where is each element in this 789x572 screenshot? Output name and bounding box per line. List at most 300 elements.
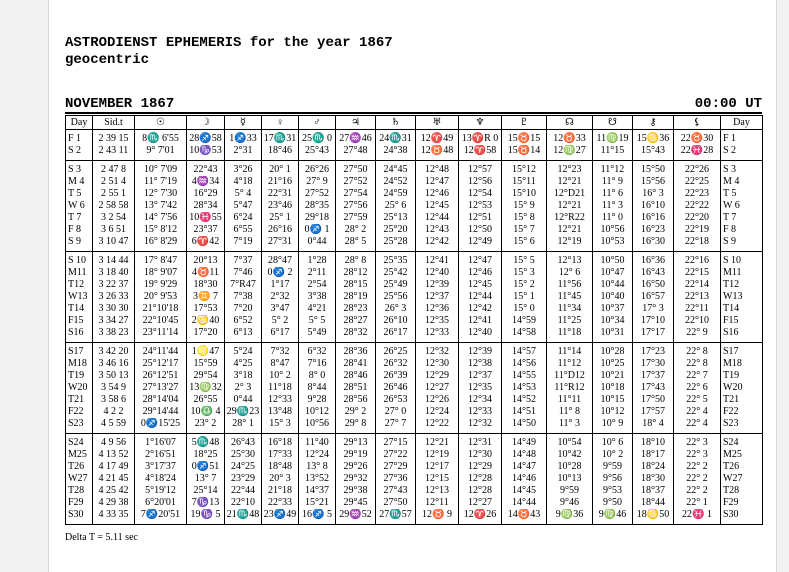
table-cell: 9°56 xyxy=(593,473,633,485)
table-cell: 12°40 xyxy=(416,267,459,279)
table-cell: 23°37 xyxy=(187,224,225,236)
table-row xyxy=(66,252,763,268)
table-cell: 26°25 xyxy=(376,343,416,359)
table-cell: 6♈42 xyxy=(187,236,225,252)
table-cell: 15° 2 xyxy=(502,279,547,291)
table-cell: 22°19 xyxy=(674,224,721,236)
table-cell: 4 33 35 xyxy=(93,509,135,525)
table-cell: 15°11 xyxy=(502,176,547,188)
day-cell-right: S 3 xyxy=(721,161,763,177)
table-cell: 21°18 xyxy=(262,485,299,497)
table-cell: 21♏48 xyxy=(225,509,262,525)
table-cell: 12°35 xyxy=(459,382,502,394)
table-cell: 17°20 xyxy=(187,327,225,343)
table-cell: 25°28 xyxy=(376,236,416,252)
table-cell: 11°15 xyxy=(593,145,633,161)
table-cell: 12°42 xyxy=(416,236,459,252)
table-cell: 17°17 xyxy=(633,327,674,343)
table-cell: 10°31 xyxy=(593,327,633,343)
column-header: ☿ xyxy=(225,116,262,130)
table-cell: 14°49 xyxy=(502,434,547,450)
table-cell: 22° 3 xyxy=(674,449,721,461)
table-cell: 29♒52 xyxy=(336,509,376,525)
table-cell: 19° 9'29 xyxy=(135,279,187,291)
table-cell: 2 47 8 xyxy=(93,161,135,177)
table-cell: 15♉15 xyxy=(502,130,547,146)
table-cell: 7°37 xyxy=(225,252,262,268)
table-cell: 13♈R 0 xyxy=(459,130,502,146)
table-cell: 2♋40 xyxy=(187,315,225,327)
table-cell: 25°49 xyxy=(376,279,416,291)
table-cell: 7°R47 xyxy=(225,279,262,291)
table-cell: 12°13 xyxy=(547,252,593,268)
table-cell: 12°35 xyxy=(416,315,459,327)
table-cell: 22°11 xyxy=(674,303,721,315)
table-cell: 11°34 xyxy=(547,303,593,315)
table-cell: 18°46 xyxy=(262,145,299,161)
table-cell: 24°59 xyxy=(376,188,416,200)
table-cell: 14°45 xyxy=(502,485,547,497)
table-cell: 12°30 xyxy=(459,449,502,461)
table-cell: 8° 0 xyxy=(299,370,336,382)
day-cell: T14 xyxy=(66,303,93,315)
table-row xyxy=(66,188,763,200)
table-cell: 12°41 xyxy=(459,315,502,327)
table-cell: 29°32 xyxy=(336,473,376,485)
ephemeris-table xyxy=(65,115,763,525)
day-cell-right: W27 xyxy=(721,473,763,485)
table-cell: 12°22 xyxy=(416,418,459,434)
table-cell: 3°26 xyxy=(225,161,262,177)
table-cell: 28♐58 xyxy=(187,130,225,146)
table-cell: 16°57 xyxy=(633,291,674,303)
table-cell: 16°23 xyxy=(633,224,674,236)
table-cell: 22° 1 xyxy=(674,497,721,509)
table-cell: 22° 8 xyxy=(674,343,721,359)
table-cell: 27°59 xyxy=(336,212,376,224)
table-cell: 26°26 xyxy=(299,161,336,177)
table-cell: 12°39 xyxy=(459,343,502,359)
table-cell: 16°30 xyxy=(633,236,674,252)
table-cell: 15° 5 xyxy=(502,252,547,268)
table-cell: 10° 6 xyxy=(593,434,633,450)
day-cell-right: T14 xyxy=(721,303,763,315)
table-cell: 23° 2 xyxy=(187,418,225,434)
table-cell: 7°32 xyxy=(262,343,299,359)
day-cell-right: M11 xyxy=(721,267,763,279)
table-cell: 22° 3 xyxy=(674,434,721,450)
day-cell-right: S 10 xyxy=(721,252,763,268)
table-cell: 12°32 xyxy=(416,343,459,359)
time-heading: 00:00 UT xyxy=(694,96,762,112)
table-cell: 27°43 xyxy=(376,485,416,497)
table-cell: 28° 8 xyxy=(336,252,376,268)
month-heading: NOVEMBER 1867 xyxy=(65,96,175,112)
page-title: ASTRODIENST EPHEMERIS for the year 1867 xyxy=(65,35,393,51)
table-cell: 4 21 45 xyxy=(93,473,135,485)
table-cell: 12°15 xyxy=(416,473,459,485)
table-cell: 6°52 xyxy=(225,315,262,327)
table-cell: 10°34 xyxy=(593,315,633,327)
table-cell: 28°19 xyxy=(336,291,376,303)
table-cell: 22°18 xyxy=(674,236,721,252)
table-cell: 8°44 xyxy=(299,382,336,394)
table-cell: 10°56 xyxy=(299,418,336,434)
day-cell: T26 xyxy=(66,461,93,473)
table-row xyxy=(66,145,763,161)
table-cell: 12°32 xyxy=(459,418,502,434)
table-row xyxy=(66,315,763,327)
table-cell: 25°42 xyxy=(376,267,416,279)
table-cell: 17° 3 xyxy=(633,303,674,315)
table-cell: 2 43 11 xyxy=(93,145,135,161)
table-cell: 28°27 xyxy=(336,315,376,327)
table-cell: 9°59 xyxy=(547,485,593,497)
table-row xyxy=(66,358,763,370)
day-cell-right: W13 xyxy=(721,291,763,303)
table-cell: 11°R12 xyxy=(547,382,593,394)
table-cell: 12°46 xyxy=(416,188,459,200)
day-cell: W27 xyxy=(66,473,93,485)
table-cell: 16°18 xyxy=(262,434,299,450)
table-cell: 18°17 xyxy=(633,449,674,461)
table-cell: 9°46 xyxy=(547,497,593,509)
table-cell: 22° 4 xyxy=(674,406,721,418)
table-row xyxy=(66,406,763,418)
table-cell: 11° 8 xyxy=(547,406,593,418)
table-cell: 25°35 xyxy=(376,252,416,268)
table-cell: 12°47 xyxy=(459,252,502,268)
table-cell: 22♉30 xyxy=(674,130,721,146)
table-cell: 4♉11 xyxy=(187,267,225,279)
table-cell: 17°43 xyxy=(633,382,674,394)
column-header: ☉ xyxy=(135,116,187,130)
table-cell: 11°D12 xyxy=(547,370,593,382)
table-cell: 11°18 xyxy=(262,382,299,394)
day-cell-right: T12 xyxy=(721,279,763,291)
table-row xyxy=(66,509,763,525)
day-cell: T 5 xyxy=(66,188,93,200)
table-cell: 26°16 xyxy=(262,224,299,236)
table-cell: 24°25 xyxy=(225,461,262,473)
table-cell: 11°25 xyxy=(547,315,593,327)
table-cell: 29°18 xyxy=(299,212,336,224)
table-cell: 22°10'45 xyxy=(135,315,187,327)
table-cell: 4 17 49 xyxy=(93,461,135,473)
table-cell: 12°54 xyxy=(459,188,502,200)
table-cell: 12°42 xyxy=(459,303,502,315)
column-header: ☊ xyxy=(547,116,593,130)
table-cell: 12°31 xyxy=(459,434,502,450)
table-cell: 27°13'27 xyxy=(135,382,187,394)
table-row xyxy=(66,176,763,188)
table-cell: 16°50 xyxy=(633,279,674,291)
table-row xyxy=(66,303,763,315)
table-cell: 9°28 xyxy=(299,394,336,406)
table-cell: 14°53 xyxy=(502,382,547,394)
table-row xyxy=(66,473,763,485)
table-cell: 10° 9 xyxy=(593,418,633,434)
table-cell: 26°46 xyxy=(376,382,416,394)
table-row xyxy=(66,461,763,473)
table-cell: 12°45 xyxy=(459,279,502,291)
table-row xyxy=(66,485,763,497)
table-cell: 29°14'44 xyxy=(135,406,187,418)
table-row xyxy=(66,161,763,177)
table-cell: 14° 7'56 xyxy=(135,212,187,224)
day-cell-right: S30 xyxy=(721,509,763,525)
table-cell: 22♓28 xyxy=(674,145,721,161)
table-cell: 4°18'24 xyxy=(135,473,187,485)
day-cell: F 8 xyxy=(66,224,93,236)
table-cell: 6°55 xyxy=(225,224,262,236)
day-cell-right: M18 xyxy=(721,358,763,370)
table-cell: 26°39 xyxy=(376,370,416,382)
column-header: ♄ xyxy=(376,116,416,130)
table-cell: 12° 6 xyxy=(547,267,593,279)
table-cell: 12°28 xyxy=(459,473,502,485)
table-cell: 12° 7'30 xyxy=(135,188,187,200)
day-cell-right: T 5 xyxy=(721,188,763,200)
table-cell: 21°10'18 xyxy=(135,303,187,315)
table-cell: 15° 0 xyxy=(502,303,547,315)
table-cell: 28°56 xyxy=(336,394,376,406)
table-cell: 15° 1 xyxy=(502,291,547,303)
table-cell: 12°46 xyxy=(459,267,502,279)
table-cell: 2 58 58 xyxy=(93,200,135,212)
table-cell: 27°56 xyxy=(336,200,376,212)
table-cell: 10°25 xyxy=(593,358,633,370)
table-row xyxy=(66,418,763,434)
table-cell: 26°32 xyxy=(376,358,416,370)
table-cell: 3 18 40 xyxy=(93,267,135,279)
table-row xyxy=(66,394,763,406)
day-cell: T12 xyxy=(66,279,93,291)
table-cell: 22°33 xyxy=(262,497,299,509)
table-cell: 22°10 xyxy=(225,497,262,509)
table-cell: 27° 9 xyxy=(299,176,336,188)
table-cell: 5°24 xyxy=(225,343,262,359)
table-cell: 12°21 xyxy=(416,434,459,450)
table-cell: 23°29 xyxy=(225,473,262,485)
table-cell: 22°14 xyxy=(674,279,721,291)
table-cell: 4 29 38 xyxy=(93,497,135,509)
table-cell: 12°13 xyxy=(416,485,459,497)
column-header: ♃ xyxy=(336,116,376,130)
day-cell: S 9 xyxy=(66,236,93,252)
table-cell: 12°41 xyxy=(416,252,459,268)
table-cell: 14°56 xyxy=(502,358,547,370)
table-cell: 12°53 xyxy=(459,200,502,212)
table-cell: 23♐49 xyxy=(262,509,299,525)
delta-t-note: Delta T = 5.11 sec xyxy=(65,532,138,543)
day-cell: S 3 xyxy=(66,161,93,177)
table-cell: 15° 8 xyxy=(502,212,547,224)
table-cell: 10°28 xyxy=(593,343,633,359)
table-cell: 4 2 2 xyxy=(93,406,135,418)
table-cell: 11°40 xyxy=(299,434,336,450)
day-cell: F 1 xyxy=(66,130,93,146)
table-cell: 10°42 xyxy=(547,449,593,461)
table-cell: 12°34 xyxy=(459,394,502,406)
table-row xyxy=(66,382,763,394)
table-cell: 28°47 xyxy=(262,252,299,268)
table-cell: 14°59 xyxy=(502,315,547,327)
table-cell: 12°21 xyxy=(547,224,593,236)
table-cell: 25° 6 xyxy=(376,200,416,212)
table-cell: 25°20 xyxy=(376,224,416,236)
column-header: ☋ xyxy=(593,116,633,130)
day-cell-right: T21 xyxy=(721,394,763,406)
table-cell: 7°19 xyxy=(225,236,262,252)
table-cell: 29°26 xyxy=(336,461,376,473)
table-cell: 11°45 xyxy=(547,291,593,303)
table-cell: 22°26 xyxy=(674,161,721,177)
table-cell: 10°50 xyxy=(593,252,633,268)
table-cell: 26°43 xyxy=(225,434,262,450)
table-cell: 14°48 xyxy=(502,449,547,461)
table-cell: 14°44 xyxy=(502,497,547,509)
table-cell: 18°24 xyxy=(633,461,674,473)
table-row xyxy=(66,291,763,303)
table-cell: 27° 0 xyxy=(376,406,416,418)
table-cell: 28°12 xyxy=(336,267,376,279)
table-cell: 28°23 xyxy=(336,303,376,315)
table-cell: 28°36 xyxy=(336,343,376,359)
table-cell: 18°30 xyxy=(633,473,674,485)
table-row xyxy=(66,200,763,212)
table-cell: 11°11 xyxy=(547,394,593,406)
table-row xyxy=(66,449,763,461)
table-cell: 2°16'51 xyxy=(135,449,187,461)
table-cell: 26° 3 xyxy=(376,303,416,315)
table-cell: 1♌47 xyxy=(187,343,225,359)
table-cell: 9♍36 xyxy=(547,509,593,525)
table-cell: 28° 2 xyxy=(336,224,376,236)
table-cell: 12°R22 xyxy=(547,212,593,224)
table-cell: 12°26 xyxy=(416,394,459,406)
table-cell: 23°46 xyxy=(262,200,299,212)
table-cell: 27°52 xyxy=(299,188,336,200)
table-cell: 28°34 xyxy=(187,200,225,212)
table-cell: 13°52 xyxy=(299,473,336,485)
table-cell: 10°37 xyxy=(593,303,633,315)
table-cell: 15°59 xyxy=(187,358,225,370)
table-cell: 12°17 xyxy=(416,461,459,473)
table-cell: 26°12'51 xyxy=(135,370,187,382)
table-cell: 25°13 xyxy=(376,212,416,224)
table-cell: 12°38 xyxy=(459,358,502,370)
table-cell: 12♈49 xyxy=(416,130,459,146)
table-cell: 10° 2 xyxy=(262,370,299,382)
table-cell: 4°25 xyxy=(225,358,262,370)
day-cell-right: S24 xyxy=(721,434,763,450)
table-cell: 17°10 xyxy=(633,315,674,327)
table-cell: 3 46 16 xyxy=(93,358,135,370)
table-cell: 10° 7'09 xyxy=(135,161,187,177)
day-cell-right: T28 xyxy=(721,485,763,497)
day-cell: S17 xyxy=(66,343,93,359)
column-header: Sid.t xyxy=(93,116,135,130)
table-row xyxy=(66,224,763,236)
day-cell: M18 xyxy=(66,358,93,370)
table-cell: 12°56 xyxy=(459,176,502,188)
table-cell: 2° 3 xyxy=(225,382,262,394)
table-cell: 26°17 xyxy=(376,327,416,343)
table-cell: 3 30 30 xyxy=(93,303,135,315)
table-cell: 4 5 59 xyxy=(93,418,135,434)
table-cell: 12°19 xyxy=(547,236,593,252)
table-row xyxy=(66,279,763,291)
table-cell: 10°12 xyxy=(299,406,336,418)
table-cell: 17°50 xyxy=(633,394,674,406)
table-body xyxy=(66,130,763,525)
column-header: Day xyxy=(66,116,93,130)
table-cell: 4°21 xyxy=(299,303,336,315)
table-cell: 9° 7'01 xyxy=(135,145,187,161)
table-cell: 20°13 xyxy=(187,252,225,268)
table-row xyxy=(66,434,763,450)
table-cell: 18° 9'07 xyxy=(135,267,187,279)
day-cell: T21 xyxy=(66,394,93,406)
day-cell-right: F 1 xyxy=(721,130,763,146)
column-header: ♇ xyxy=(502,116,547,130)
table-cell: 28°15 xyxy=(336,279,376,291)
day-cell: T 7 xyxy=(66,212,93,224)
table-cell: 12°29 xyxy=(416,370,459,382)
table-cell: 22°43 xyxy=(187,161,225,177)
table-cell: 16° 3 xyxy=(633,188,674,200)
table-cell: 28°35 xyxy=(299,200,336,212)
table-cell: 5° 2 xyxy=(262,315,299,327)
day-cell: S 10 xyxy=(66,252,93,268)
table-cell: 20° 1 xyxy=(262,161,299,177)
table-cell: 12♉48 xyxy=(416,145,459,161)
table-cell: 9°50 xyxy=(593,497,633,509)
table-cell: 29°38 xyxy=(336,485,376,497)
table-cell: 3°17'37 xyxy=(135,461,187,473)
table-cell: 24°52 xyxy=(376,176,416,188)
table-cell: 14°50 xyxy=(502,418,547,434)
table-cell: 12°37 xyxy=(459,370,502,382)
table-cell: 16°16 xyxy=(633,212,674,224)
table-cell: 7°38 xyxy=(225,291,262,303)
table-cell: 17°37 xyxy=(633,370,674,382)
table-cell: 15°43 xyxy=(633,145,674,161)
ephemeris-page xyxy=(48,0,777,572)
table-cell: 27° 7 xyxy=(376,418,416,434)
table-cell: 29° 2 xyxy=(336,406,376,418)
table-cell: 28°14'04 xyxy=(135,394,187,406)
table-cell: 4 9 56 xyxy=(93,434,135,450)
day-cell: S24 xyxy=(66,434,93,450)
table-cell: 7°16 xyxy=(299,358,336,370)
table-cell: 7°20 xyxy=(225,303,262,315)
column-header-row xyxy=(66,116,763,130)
table-cell: 3 14 44 xyxy=(93,252,135,268)
table-cell: 14°46 xyxy=(502,473,547,485)
table-cell: 12♍27 xyxy=(547,145,593,161)
table-cell: 12°40 xyxy=(459,327,502,343)
table-cell: 10°53 xyxy=(593,236,633,252)
table-cell: 12°24 xyxy=(299,449,336,461)
day-cell-right: F29 xyxy=(721,497,763,509)
table-cell: 24°45 xyxy=(376,161,416,177)
table-row xyxy=(66,327,763,343)
table-row xyxy=(66,212,763,224)
table-cell: 13° 7 xyxy=(187,473,225,485)
table-cell: 27♒46 xyxy=(336,130,376,146)
